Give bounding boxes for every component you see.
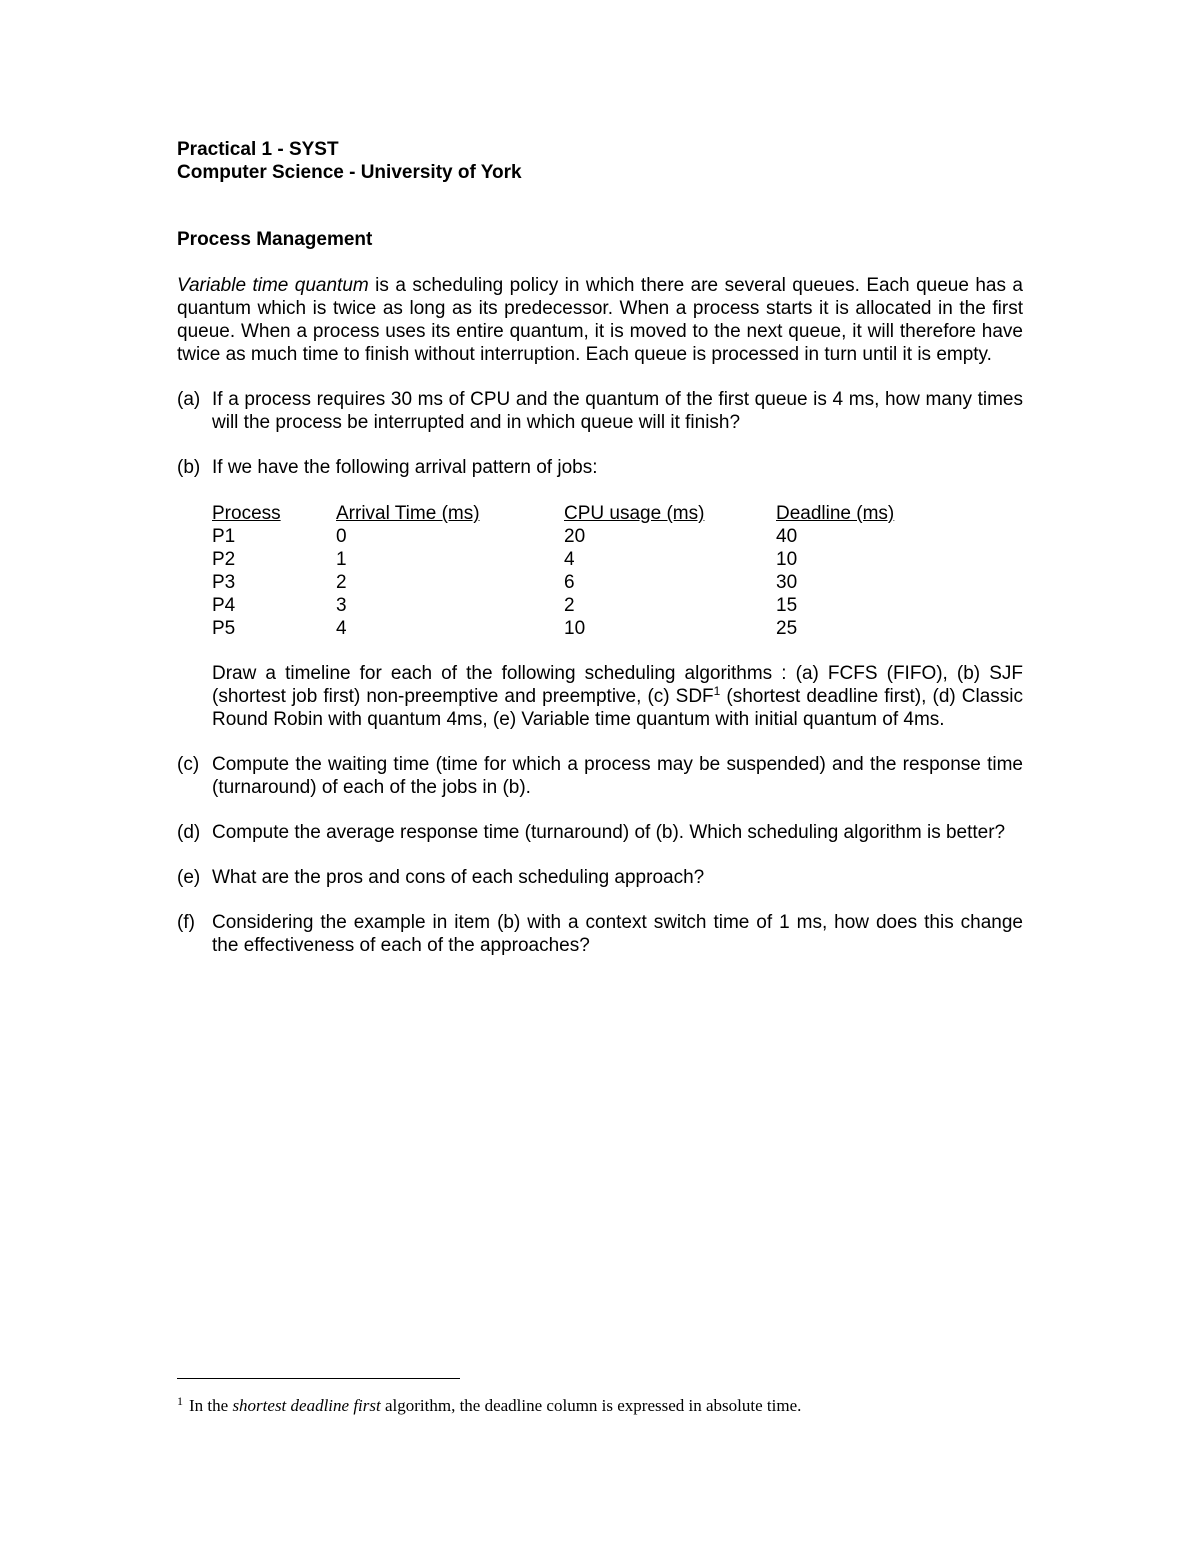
jobs-table bbox=[212, 502, 926, 640]
table-cell: 10 bbox=[564, 618, 586, 639]
intro-paragraph bbox=[177, 274, 1023, 366]
table-row bbox=[212, 548, 926, 571]
question-text: If we have the following arrival pattern of jobs: bbox=[212, 457, 598, 478]
table-cell: 25 bbox=[776, 618, 798, 639]
question-label: (b) bbox=[177, 457, 201, 478]
question-label: (e) bbox=[177, 867, 201, 888]
question-b bbox=[177, 456, 1023, 479]
draw-text-before: Draw a timeline for each of the following scheduling algorithms : (a) FCFS (FIFO), (b) SJF (shortest job first) non-preemptive and preemptive, (c) SDF bbox=[212, 663, 1023, 707]
table-cell: P1 bbox=[212, 526, 236, 547]
table-cell: 40 bbox=[776, 526, 798, 547]
question-f bbox=[177, 911, 1023, 957]
table-cell: 2 bbox=[564, 595, 575, 616]
table-cell: 1 bbox=[336, 549, 347, 570]
column-header-deadline: Deadline (ms) bbox=[776, 503, 895, 524]
table-header-row bbox=[212, 502, 926, 525]
table-cell: 2 bbox=[336, 572, 347, 593]
table-cell: 6 bbox=[564, 572, 575, 593]
footnote-text-after: algorithm, the deadline column is expressed in absolute time. bbox=[380, 1396, 802, 1415]
table-cell: 15 bbox=[776, 595, 798, 616]
question-e bbox=[177, 866, 1023, 889]
table-cell: 4 bbox=[336, 618, 347, 639]
footnote-text-before: In the bbox=[189, 1396, 233, 1415]
question-text: Compute the average response time (turnaround) of (b). Which scheduling algorithm is better? bbox=[212, 822, 1006, 843]
question-a bbox=[177, 388, 1023, 434]
question-c bbox=[177, 753, 1023, 799]
table-cell: P5 bbox=[212, 618, 236, 639]
table-cell: P4 bbox=[212, 595, 236, 616]
footnote-ref: 1 bbox=[713, 684, 721, 698]
question-d bbox=[177, 821, 1023, 844]
footnote-term: shortest deadline first bbox=[232, 1396, 381, 1415]
intro-text: is a scheduling policy in which there are several queues. Each queue has a quantum which is twice as long as its predecessor. When a process starts it is allocated in the first queue. When a process uses its entire quantum, it is moved to the next queue, it will therefore have twice as much time to finish without interruption. Each queue is processed in turn until it is empty. bbox=[177, 275, 1023, 365]
table-cell: 4 bbox=[564, 549, 575, 570]
table-cell: 0 bbox=[336, 526, 347, 547]
table-cell: 30 bbox=[776, 572, 798, 593]
question-label: (a) bbox=[177, 389, 201, 410]
column-header-arrival: Arrival Time (ms) bbox=[336, 503, 480, 524]
question-text: Compute the waiting time (time for which a process may be suspended) and the response time (turnaround) of each of the jobs in (b). bbox=[212, 754, 1023, 798]
table-cell: P3 bbox=[212, 572, 236, 593]
table-cell: 3 bbox=[336, 595, 347, 616]
question-text: Considering the example in item (b) with a context switch time of 1 ms, how does this change the effectiveness of each of the approaches? bbox=[212, 912, 1023, 956]
table-cell: P2 bbox=[212, 549, 236, 570]
column-header-cpu: CPU usage (ms) bbox=[564, 503, 705, 524]
intro-term: Variable time quantum bbox=[177, 275, 369, 296]
draw-text-after: (shortest deadline first), (d) Classic Round Robin with quantum 4ms, (e) Variable time quantum with initial quantum of 4ms. bbox=[212, 686, 1023, 730]
table-cell: 20 bbox=[564, 526, 586, 547]
doc-header-line2: Computer Science - University of York bbox=[177, 162, 522, 183]
section-title: Process Management bbox=[177, 229, 373, 250]
question-label: (c) bbox=[177, 754, 200, 775]
question-label: (f) bbox=[177, 912, 195, 933]
question-label: (d) bbox=[177, 822, 201, 843]
footnote-number: 1 bbox=[177, 1394, 183, 1408]
table-row bbox=[212, 594, 926, 617]
column-header-process: Process bbox=[212, 503, 281, 524]
footnote-divider bbox=[177, 1378, 460, 1379]
question-text: If a process requires 30 ms of CPU and the quantum of the first queue is 4 ms, how many times will the process be interrupted and in which queue will it finish? bbox=[212, 389, 1023, 433]
table-row bbox=[212, 617, 926, 640]
footnote bbox=[177, 1390, 801, 1417]
document-page bbox=[177, 138, 1023, 957]
table-row bbox=[212, 571, 926, 594]
question-text: What are the pros and cons of each scheduling approach? bbox=[212, 867, 705, 888]
draw-timeline-paragraph bbox=[212, 662, 1023, 731]
doc-header-line1: Practical 1 - SYST bbox=[177, 139, 339, 160]
table-cell: 10 bbox=[776, 549, 798, 570]
table-row bbox=[212, 525, 926, 548]
